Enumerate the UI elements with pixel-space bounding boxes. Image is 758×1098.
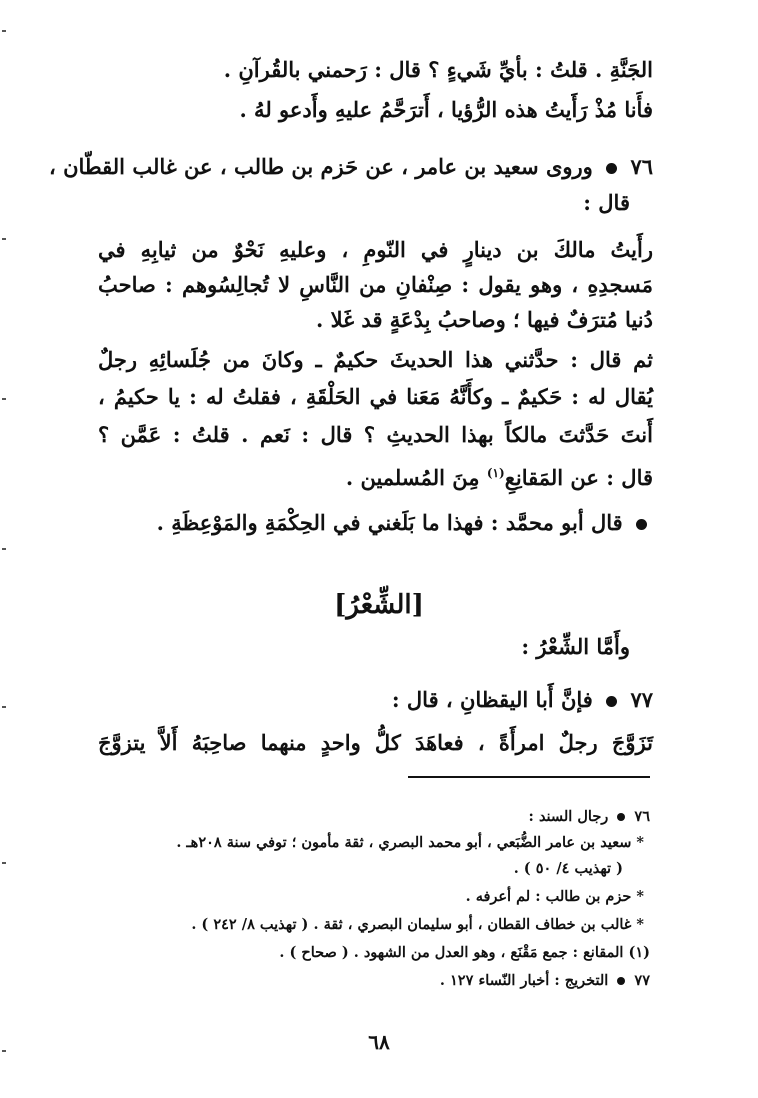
text-line-9: يُقال له : حَكيمٌ ـ وكأَنَّهُ مَعَنا في الحَلْقَةِ ، فقلتُ له : يا حكيمُ ،: [98, 384, 653, 409]
entry-76-line: [49, 152, 653, 182]
margin-tick: [2, 398, 6, 400]
text-line-8: ثم قال : حدَّثني هذا الحديثَ حكيمٌ ـ وكانَ من جُلَسائِهِ رجلٌ: [98, 347, 653, 372]
entry-77-line: [98, 685, 653, 715]
footnote-76-heading: [150, 806, 650, 828]
footnote-line-2: ( تهذيب ٤/ ٥٠ ) .: [513, 860, 623, 877]
entry-number-77: ٧٧: [630, 687, 653, 712]
footnote-77: [150, 970, 650, 992]
text-line-11: [98, 458, 653, 493]
text-line-13: [98, 508, 653, 538]
text-line-2: فأَنا مُذْ رَأَيتُ هذه الرُّؤيا ، أَترَحَّمُ عليهِ وأَدعو لهُ .: [239, 97, 653, 122]
text-line-7: دُنيا مُترَفٌ فيها ؛ وصاحبُ بِدْعَةٍ قد غَلا .: [315, 307, 653, 332]
margin-tick: [2, 862, 6, 864]
text-line-10: أَنتَ حَدَّثتَ مالكاً بهذا الحديثِ ؟ قال : نَعم . قلتُ : عَمَّن ؟: [98, 422, 653, 447]
margin-tick: [2, 30, 6, 32]
footnote-77-text: التخريج : أخبار النّساء ١٢٧ .: [439, 972, 609, 989]
footnote-76-title: رجال السند :: [528, 808, 609, 825]
text-line-qala: قال :: [583, 190, 630, 215]
bullet-icon: [617, 813, 625, 821]
footnote-line-4: * غالب بن خطاف القطان ، أبو سليمان البصري ، ثقة . ( تهذيب ٨/ ٢٤٢ ) .: [191, 916, 644, 933]
bullet-icon: [606, 696, 617, 707]
margin-tick: [2, 1050, 6, 1052]
page-number: ٦٨: [368, 1030, 390, 1054]
footnote-76-number: ٧٦: [634, 808, 650, 825]
text-line-11-a: قال : عن المَقانِعِ: [504, 465, 653, 490]
entry-number-76: ٧٦: [630, 154, 653, 179]
text-line-16: تَزَوَّجَ رجلٌ امرأَةً ، فعاهَدَ كلُّ واحدٍ منهما صاحِبَهُ أَلاَّ يتزوَّجَ: [98, 730, 653, 755]
bullet-icon: [636, 519, 647, 530]
text-line-14: وأَمَّا الشِّعْرُ :: [521, 634, 630, 659]
margin-tick: [2, 548, 6, 550]
footnote-line-1: * سعيد بن عامر الضُّبَعي ، أبو محمد البصري ، ثقة مأمون ؛ توفي سنة ٢٠٨هـ .: [176, 834, 644, 851]
bullet-icon: [617, 977, 625, 985]
text-line-13-text: قال أبو محمَّد : فهذا ما بَلَغني في الحِكْمَةِ والمَوْعِظَةِ .: [156, 510, 623, 535]
text-line-11-b: مِنَ المُسلمين .: [345, 465, 480, 490]
section-heading: [الشِّعْرُ]: [334, 590, 424, 620]
text-line-5: رأَيتُ مالكَ بن دينارٍ في النّومِ ، وعليهِ نَحْوٌ من ثيابِهِ في: [98, 237, 653, 262]
margin-tick: [2, 238, 6, 240]
entry-77-text: فإنَّ أَبا اليقظانِ ، قال :: [391, 687, 593, 712]
entry-76-text: وروى سعيد بن عامر ، عن حَزم بن طالب ، عن غالب القطّان ،: [49, 154, 593, 179]
margin-tick: [2, 706, 6, 708]
footnote-77-number: ٧٧: [634, 972, 650, 989]
bullet-icon: [606, 163, 617, 174]
text-line-6: مَسجدِهِ ، وهو يقول : صِنْفانِ من النَّاسِ لا تُجالِسُوهم : صاحبُ: [98, 272, 653, 297]
footnote-divider: [408, 776, 650, 778]
footnote-line-3: * حزم بن طالب : لم أعرفه .: [465, 888, 644, 905]
footnote-marker: (١): [486, 466, 505, 480]
footnote-line-5: (١) المقانع : جمع مَقْنَع ، وهو العدل من الشهود . ( صحاح ) .: [279, 944, 650, 961]
text-line-1: الجَنَّةِ . قلتُ : بأيِّ شَيءٍ ؟ قال : رَحمني بالقُرآنِ .: [223, 57, 653, 82]
